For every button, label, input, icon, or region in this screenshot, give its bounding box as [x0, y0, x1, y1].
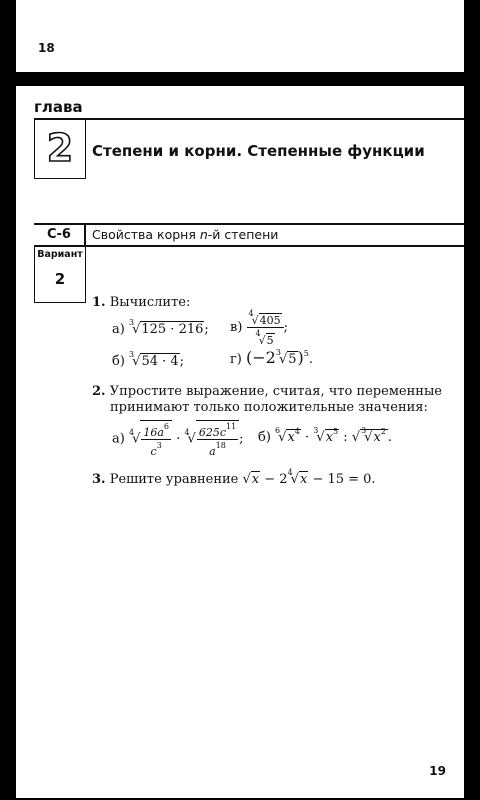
variant-label: Вариант	[37, 249, 83, 260]
variant-box	[34, 246, 86, 303]
task3: 3. Решите уравнение $√x - 2^4√x - 15 = 0$.	[92, 468, 376, 487]
task1-item-a: а) $^3$√125 · 216;	[112, 318, 209, 337]
chapter-rule-top	[34, 118, 464, 120]
variant-number: 2	[54, 270, 66, 288]
chapter-label: глава	[34, 98, 83, 116]
previous-page-strip	[16, 0, 464, 72]
chapter-title: Степени и корни. Степенные функции	[92, 142, 425, 160]
section-rule-top	[34, 223, 464, 225]
task1-heading: 1. Вычислите:	[92, 295, 191, 310]
task2-item-b: б) $^6√x^4 \cdot ^3√x^5$ : $√^3√x^2$ .	[258, 426, 393, 445]
section-divider	[84, 223, 86, 246]
task1-item-b: б) $^3$√54 · 4;	[112, 350, 185, 369]
task2-line2: принимают только положительные значения:	[110, 400, 428, 415]
task2-item-a: а) $^4$√ $\frac{16a^6}{c^3}$ · $^4$√ $\frac{625c^{11}}{a^{18}}$ ;	[112, 422, 244, 458]
section-title: Свойства корня n-й степени	[92, 227, 279, 242]
section-rule-bottom	[34, 245, 464, 247]
task2-line1: 2. Упростите выражение, считая, что переменные	[92, 384, 442, 399]
chapter-number: 2	[46, 126, 74, 170]
task1-item-v: в) $\frac{^4√405}{^4√5}$ ;	[230, 309, 289, 347]
page-number-bottom: 19	[429, 764, 446, 778]
page	[16, 86, 464, 798]
page-number-top: 18	[38, 41, 55, 55]
section-id: С-6	[47, 227, 71, 242]
chapter-number-box	[34, 120, 86, 179]
task1-item-g: г) $(-2^3√5)^5$.	[230, 348, 314, 367]
